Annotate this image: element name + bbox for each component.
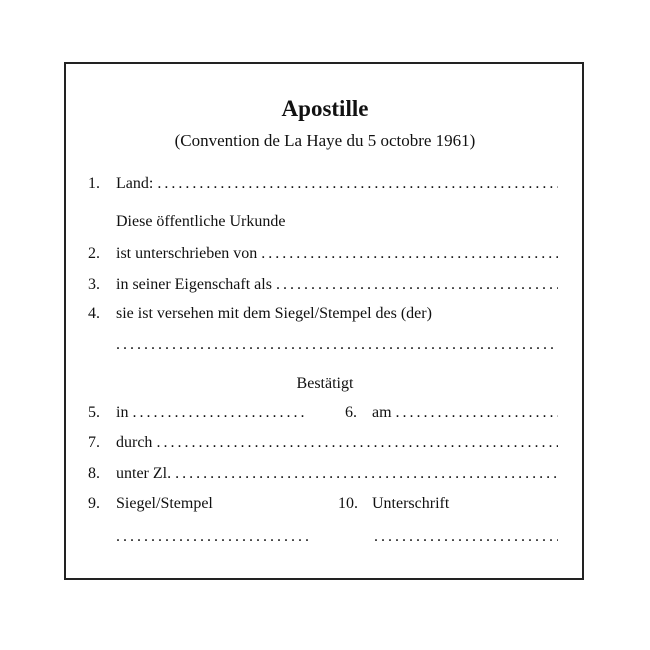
fill-line-land (157, 173, 558, 195)
field-number: 9. (88, 495, 100, 512)
certified-heading: Bestätigt (296, 375, 354, 392)
fill-line-place (132, 402, 308, 424)
field-number-ref (88, 463, 558, 485)
fill-line-stamp (116, 526, 308, 548)
field-land (88, 173, 558, 195)
field-label-signature: Unterschrift (372, 495, 450, 512)
field-stamp (88, 493, 308, 515)
fill-line-seal (116, 334, 558, 356)
field-label-date: am (372, 404, 392, 421)
field-label-signed-by: ist unterschrieben von (116, 245, 258, 262)
field-by (88, 432, 558, 454)
fill-line-capacity (276, 274, 558, 296)
field-label-capacity: in seiner Eigenschaft als (116, 276, 272, 293)
field-number: 2. (88, 245, 100, 262)
field-number: 4. (88, 305, 100, 322)
form-subtitle: (Convention de La Haye du 5 octobre 1961) (174, 131, 476, 150)
fill-line-signed-by (261, 243, 558, 265)
fill-line-seal-row (116, 334, 558, 356)
fill-line-signature (374, 526, 558, 548)
field-label-place: in (116, 404, 129, 421)
field-number: 7. (88, 434, 100, 451)
field-label-stamp: Siegel/Stempel (116, 495, 213, 512)
field-label-land: Land: (116, 175, 154, 192)
field-label-number-ref: unter Zl. (116, 465, 172, 482)
intro-text: Diese öffentliche Urkunde (116, 213, 286, 230)
field-capacity (88, 274, 558, 296)
form-title: Apostille (281, 96, 369, 121)
field-label-by: durch (116, 434, 153, 451)
field-number: 8. (88, 465, 100, 482)
field-number: 6. (345, 404, 357, 421)
field-date (345, 402, 558, 424)
fill-line-signature-row (374, 526, 558, 548)
fill-line-stamp-row (116, 526, 308, 548)
fill-line-number-ref (175, 463, 558, 485)
field-label-seal: sie ist versehen mit dem Siegel/Stempel des (der) (116, 305, 432, 322)
field-number: 5. (88, 404, 100, 421)
field-place (88, 402, 308, 424)
fill-line-by (156, 432, 558, 454)
field-seal (88, 303, 558, 325)
field-signature (338, 493, 558, 515)
field-number: 1. (88, 175, 100, 192)
fill-line-date (396, 402, 558, 424)
field-number: 3. (88, 276, 100, 293)
field-signed-by (88, 243, 558, 265)
field-number: 10. (338, 495, 358, 512)
